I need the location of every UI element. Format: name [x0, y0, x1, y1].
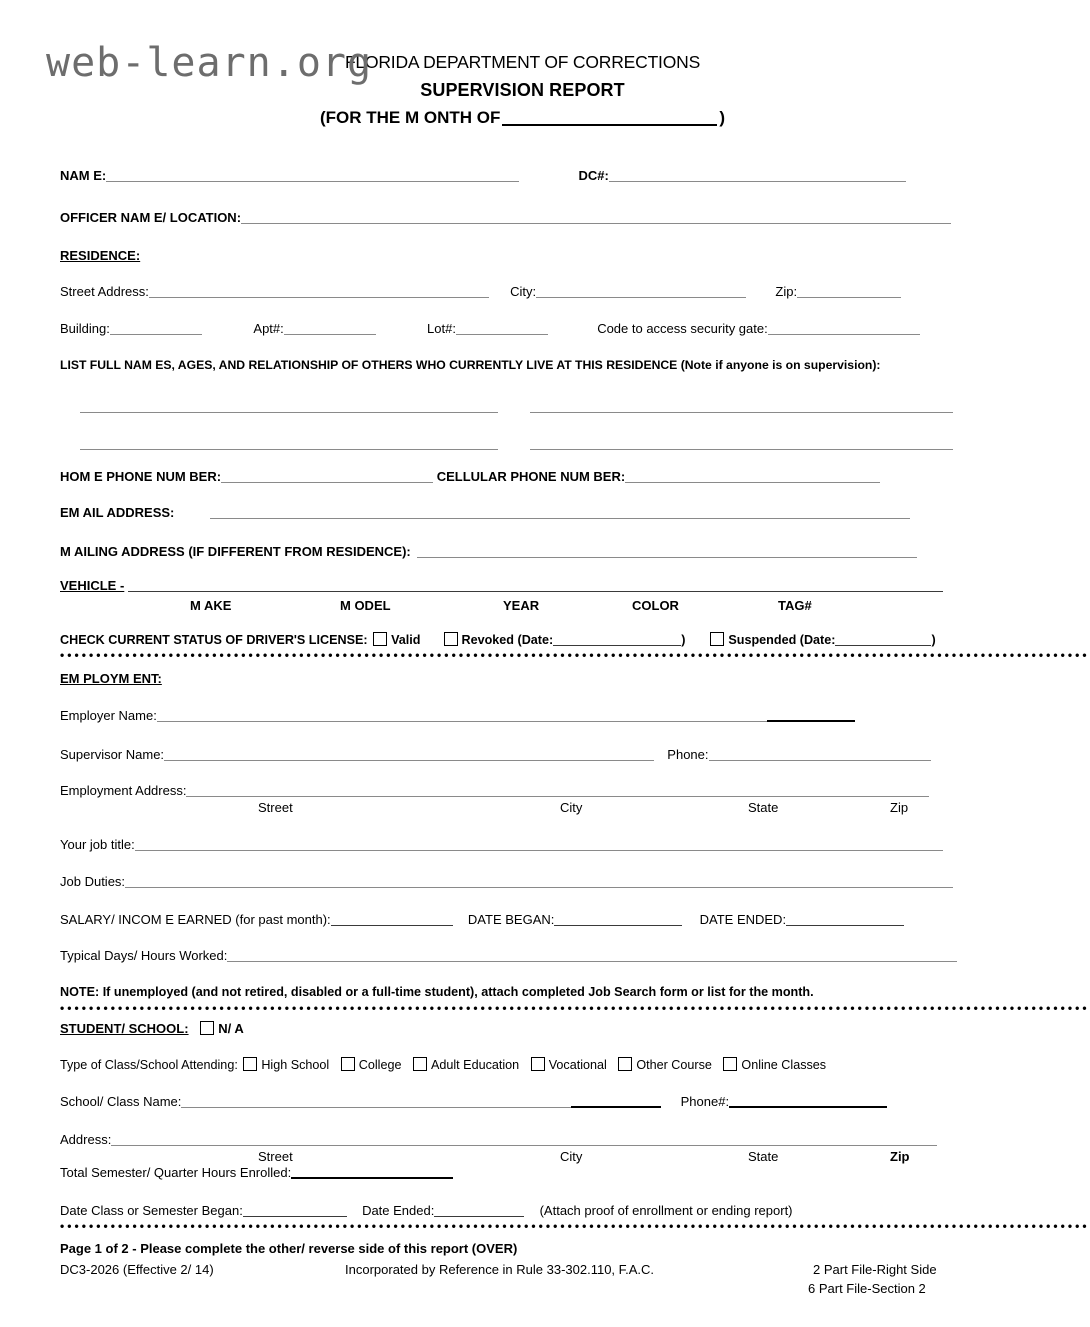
school-column-city: City: [560, 1149, 583, 1164]
residence-heading-text: RESIDENCE:: [60, 248, 141, 263]
occupants-instruction: [60, 358, 965, 372]
type-online-classes-checkbox[interactable]: [723, 1057, 737, 1071]
building-label: Building:: [60, 321, 110, 336]
email-label: EM AIL ADDRESS:: [60, 505, 175, 520]
type-vocational-label: Vocational: [548, 1058, 607, 1072]
building-input[interactable]: [110, 323, 202, 335]
type-vocational-checkbox[interactable]: [531, 1057, 545, 1071]
student-na-label: N/ A: [218, 1021, 244, 1036]
officer-row: [60, 210, 965, 225]
mailing-address-row: [60, 544, 965, 559]
name-dc-row: [60, 168, 965, 183]
vehicle-column-make: M AKE: [190, 598, 232, 613]
job-title-input[interactable]: [135, 839, 943, 851]
salary-label: SALARY/ INCOM E EARNED (for past month):: [60, 912, 331, 927]
type-other-course-checkbox[interactable]: [618, 1057, 632, 1071]
type-online-classes-label: Online Classes: [741, 1058, 827, 1072]
occupant-line-3[interactable]: [80, 449, 498, 450]
employment-note-text: If unemployed (and not retired, disabled or a full-time student), attach completed Job Search form or list for the month.: [102, 985, 814, 999]
school-address-label: Address:: [60, 1132, 112, 1147]
school-address-row: [60, 1132, 965, 1147]
divider-after-license: ••••••••••••••••••••••••••••••••••••••••••••••••••••••••••••••••••••••••••••••••••••••••••••••••••••••••••••••••••••••••••••••••••••••••••••••: [60, 648, 1090, 662]
residence-street-row: [60, 284, 965, 299]
days-hours-row: [60, 948, 965, 963]
mailing-address-input[interactable]: [417, 546, 917, 558]
city-input[interactable]: [536, 286, 746, 298]
employment-column-city: City: [560, 800, 583, 815]
dc-number-label: DC#:: [578, 168, 609, 183]
dc-number-input[interactable]: [609, 170, 906, 182]
zip-input[interactable]: [797, 286, 901, 298]
cell-phone-label: CELLULAR PHONE NUM BER:: [436, 469, 626, 484]
class-began-label: Date Class or Semester Began:: [60, 1203, 243, 1218]
gate-code-label: Code to access security gate:: [597, 321, 768, 336]
license-revoked-checkbox[interactable]: [444, 632, 458, 646]
salary-row: [60, 912, 965, 927]
employer-name-label: Employer Name:: [60, 708, 157, 723]
class-ended-input[interactable]: [434, 1205, 524, 1217]
occupant-line-1[interactable]: [80, 412, 498, 413]
occupant-line-4[interactable]: [530, 449, 953, 450]
vehicle-column-year: YEAR: [503, 598, 540, 613]
month-of-field-row: [18, 108, 1007, 128]
class-began-input[interactable]: [243, 1205, 347, 1217]
license-suspended-date-input[interactable]: [835, 634, 931, 646]
agency-name: FLORIDA DEPARTMENT OF CORRECTIONS: [344, 52, 701, 72]
type-high-school-checkbox[interactable]: [243, 1057, 257, 1071]
employer-name-input-overstrike[interactable]: [767, 709, 855, 722]
school-phone-label: Phone#:: [680, 1094, 730, 1109]
vehicle-column-tag: TAG#: [778, 598, 812, 613]
student-na-checkbox[interactable]: [200, 1021, 214, 1035]
school-column-state: State: [748, 1149, 779, 1164]
employment-address-label: Employment Address:: [60, 783, 187, 798]
gate-code-input[interactable]: [768, 323, 920, 335]
month-of-input[interactable]: [502, 124, 717, 126]
school-column-street: Street: [258, 1149, 293, 1164]
month-of-close-paren: ): [719, 108, 726, 127]
class-type-row: [60, 1057, 965, 1072]
class-type-label: Type of Class/School Attending:: [60, 1058, 238, 1072]
semester-hours-input[interactable]: [291, 1166, 453, 1179]
officer-label: OFFICER NAM E/ LOCATION:: [60, 210, 242, 225]
mailing-address-label: M AILING ADDRESS (IF DIFFERENT FROM RESIDENCE):: [60, 544, 411, 559]
school-address-captions: [60, 1149, 965, 1165]
job-duties-row: [60, 874, 965, 889]
email-input[interactable]: [210, 507, 910, 519]
vehicle-row: [60, 578, 965, 593]
license-revoked-label: Revoked (Date:: [461, 633, 554, 647]
employer-phone-input[interactable]: [709, 749, 931, 761]
home-phone-label: HOM E PHONE NUM BER:: [60, 469, 222, 484]
license-valid-checkbox[interactable]: [373, 632, 387, 646]
apt-input[interactable]: [284, 323, 376, 335]
type-other-course-label: Other Course: [636, 1058, 712, 1072]
officer-input[interactable]: [241, 212, 951, 224]
occupants-instruction-text: LIST FULL NAM ES, AGES, AND RELATIONSHIP OF OTHERS WHO CURRENTLY LIVE AT THIS RESIDENCE (Note if anyone is on supervision):: [60, 358, 881, 372]
semester-hours-row: [60, 1165, 965, 1180]
type-adult-education-label: Adult Education: [430, 1058, 520, 1072]
class-ended-label: Date Ended:: [362, 1203, 435, 1218]
license-revoked-date-input[interactable]: [553, 634, 681, 646]
vehicle-column-model: M ODEL: [340, 598, 391, 613]
page-note: Page 1 of 2 - Please complete the other/ reverse side of this report (OVER): [60, 1241, 518, 1256]
license-status-row: [60, 632, 965, 647]
license-suspended-label: Suspended (Date:: [728, 633, 836, 647]
apt-label: Apt#:: [253, 321, 284, 336]
type-college-label: College: [358, 1058, 402, 1072]
class-attach-note: (Attach proof of enrollment or ending report): [539, 1203, 793, 1218]
watermark-web-learn: web-learn.org: [46, 40, 373, 86]
class-dates-row: [60, 1203, 965, 1218]
type-high-school-label: High School: [261, 1058, 330, 1072]
school-phone-input[interactable]: [729, 1095, 887, 1108]
school-name-label: School/ Class Name:: [60, 1094, 182, 1109]
residence-building-row: [60, 321, 965, 336]
rule-reference: Incorporated by Reference in Rule 33-302.110, F.A.C.: [345, 1262, 655, 1277]
vehicle-heading: VEHICLE -: [60, 578, 125, 593]
employment-note-bold: NOTE:: [60, 985, 100, 999]
license-status-label: CHECK CURRENT STATUS OF DRIVER'S LICENSE:: [60, 633, 368, 647]
date-ended-input[interactable]: [786, 914, 904, 926]
vehicle-input[interactable]: [128, 580, 943, 592]
employment-column-zip: Zip: [890, 800, 909, 815]
divider-after-student: ••••••••••••••••••••••••••••••••••••••••••••••••••••••••••••••••••••••••••••••••••••••••••••••••••••••••••••••••••••••••••••••••••••••••••••••: [60, 1219, 1090, 1233]
employer-phone-label: Phone:: [667, 747, 709, 762]
days-hours-input[interactable]: [227, 950, 957, 962]
residence-heading: [60, 248, 965, 263]
date-began-label: DATE BEGAN:: [467, 912, 555, 927]
school-address-input[interactable]: [111, 1134, 937, 1146]
lot-input[interactable]: [456, 323, 548, 335]
license-suspended-checkbox[interactable]: [710, 632, 724, 646]
employment-column-state: State: [748, 800, 779, 815]
employer-name-row: [60, 708, 965, 723]
employment-heading: [60, 671, 965, 686]
student-heading-row: [60, 1021, 965, 1036]
phone-row: [60, 469, 965, 484]
file-copy-line-2: 6 Part File-Section 2: [808, 1281, 926, 1296]
employment-address-input[interactable]: [186, 785, 929, 797]
employment-address-captions: [60, 800, 965, 816]
job-duties-label: Job Duties:: [60, 874, 126, 889]
employment-note: [60, 985, 965, 999]
employer-name-input[interactable]: [157, 710, 767, 722]
job-duties-input[interactable]: [125, 876, 953, 888]
school-column-zip: Zip: [890, 1149, 910, 1164]
license-valid-label: Valid: [391, 633, 421, 647]
form-sheet: [18, 8, 1090, 1300]
home-phone-input[interactable]: [221, 471, 433, 483]
date-began-input[interactable]: [554, 914, 682, 926]
divider-after-employment: ••••••••••••••••••••••••••••••••••••••••••••••••••••••••••••••••••••••••••••••••••••••••••••••••••••••••••••••••••••••••••••••••••••••••••••••: [60, 1001, 1090, 1015]
supervisor-name-input[interactable]: [164, 749, 654, 761]
page-title: SUPERVISION REPORT: [420, 80, 625, 100]
semester-hours-label: Total Semester/ Quarter Hours Enrolled:: [60, 1165, 292, 1180]
employment-column-street: Street: [258, 800, 293, 815]
supervisor-row: [60, 747, 965, 762]
name-input[interactable]: [106, 170, 519, 182]
cell-phone-input[interactable]: [625, 471, 880, 483]
employment-heading-text: EM PLOYM ENT:: [60, 671, 162, 686]
name-label: NAM E:: [60, 168, 107, 183]
vehicle-column-captions: [60, 598, 965, 614]
city-label: City:: [510, 284, 537, 299]
street-address-label: Street Address:: [60, 284, 149, 299]
zip-label: Zip:: [775, 284, 798, 299]
school-name-row: [60, 1094, 965, 1109]
type-adult-education-checkbox[interactable]: [413, 1057, 427, 1071]
salary-input[interactable]: [331, 914, 453, 926]
job-title-label: Your job title:: [60, 837, 135, 852]
vehicle-column-color: COLOR: [632, 598, 679, 613]
file-copy-line-1: 2 Part File-Right Side: [813, 1262, 937, 1277]
email-row: [60, 505, 965, 520]
school-name-input[interactable]: [181, 1096, 571, 1108]
employment-address-row: [60, 783, 965, 798]
license-revoked-close: ): [681, 633, 686, 647]
license-suspended-close: ): [931, 633, 936, 647]
form-number: DC3-2026 (Effective 2/ 14): [60, 1262, 214, 1277]
school-name-input-overstrike[interactable]: [571, 1095, 661, 1108]
supervisor-name-label: Supervisor Name:: [60, 747, 165, 762]
occupant-line-2[interactable]: [530, 412, 953, 413]
days-hours-label: Typical Days/ Hours Worked:: [60, 948, 228, 963]
job-title-row: [60, 837, 965, 852]
month-of-label: (FOR THE M ONTH OF: [319, 108, 501, 127]
student-heading: STUDENT/ SCHOOL:: [60, 1021, 189, 1036]
lot-label: Lot#:: [427, 321, 456, 336]
type-college-checkbox[interactable]: [341, 1057, 355, 1071]
street-address-input[interactable]: [149, 286, 489, 298]
date-ended-label: DATE ENDED:: [699, 912, 787, 927]
